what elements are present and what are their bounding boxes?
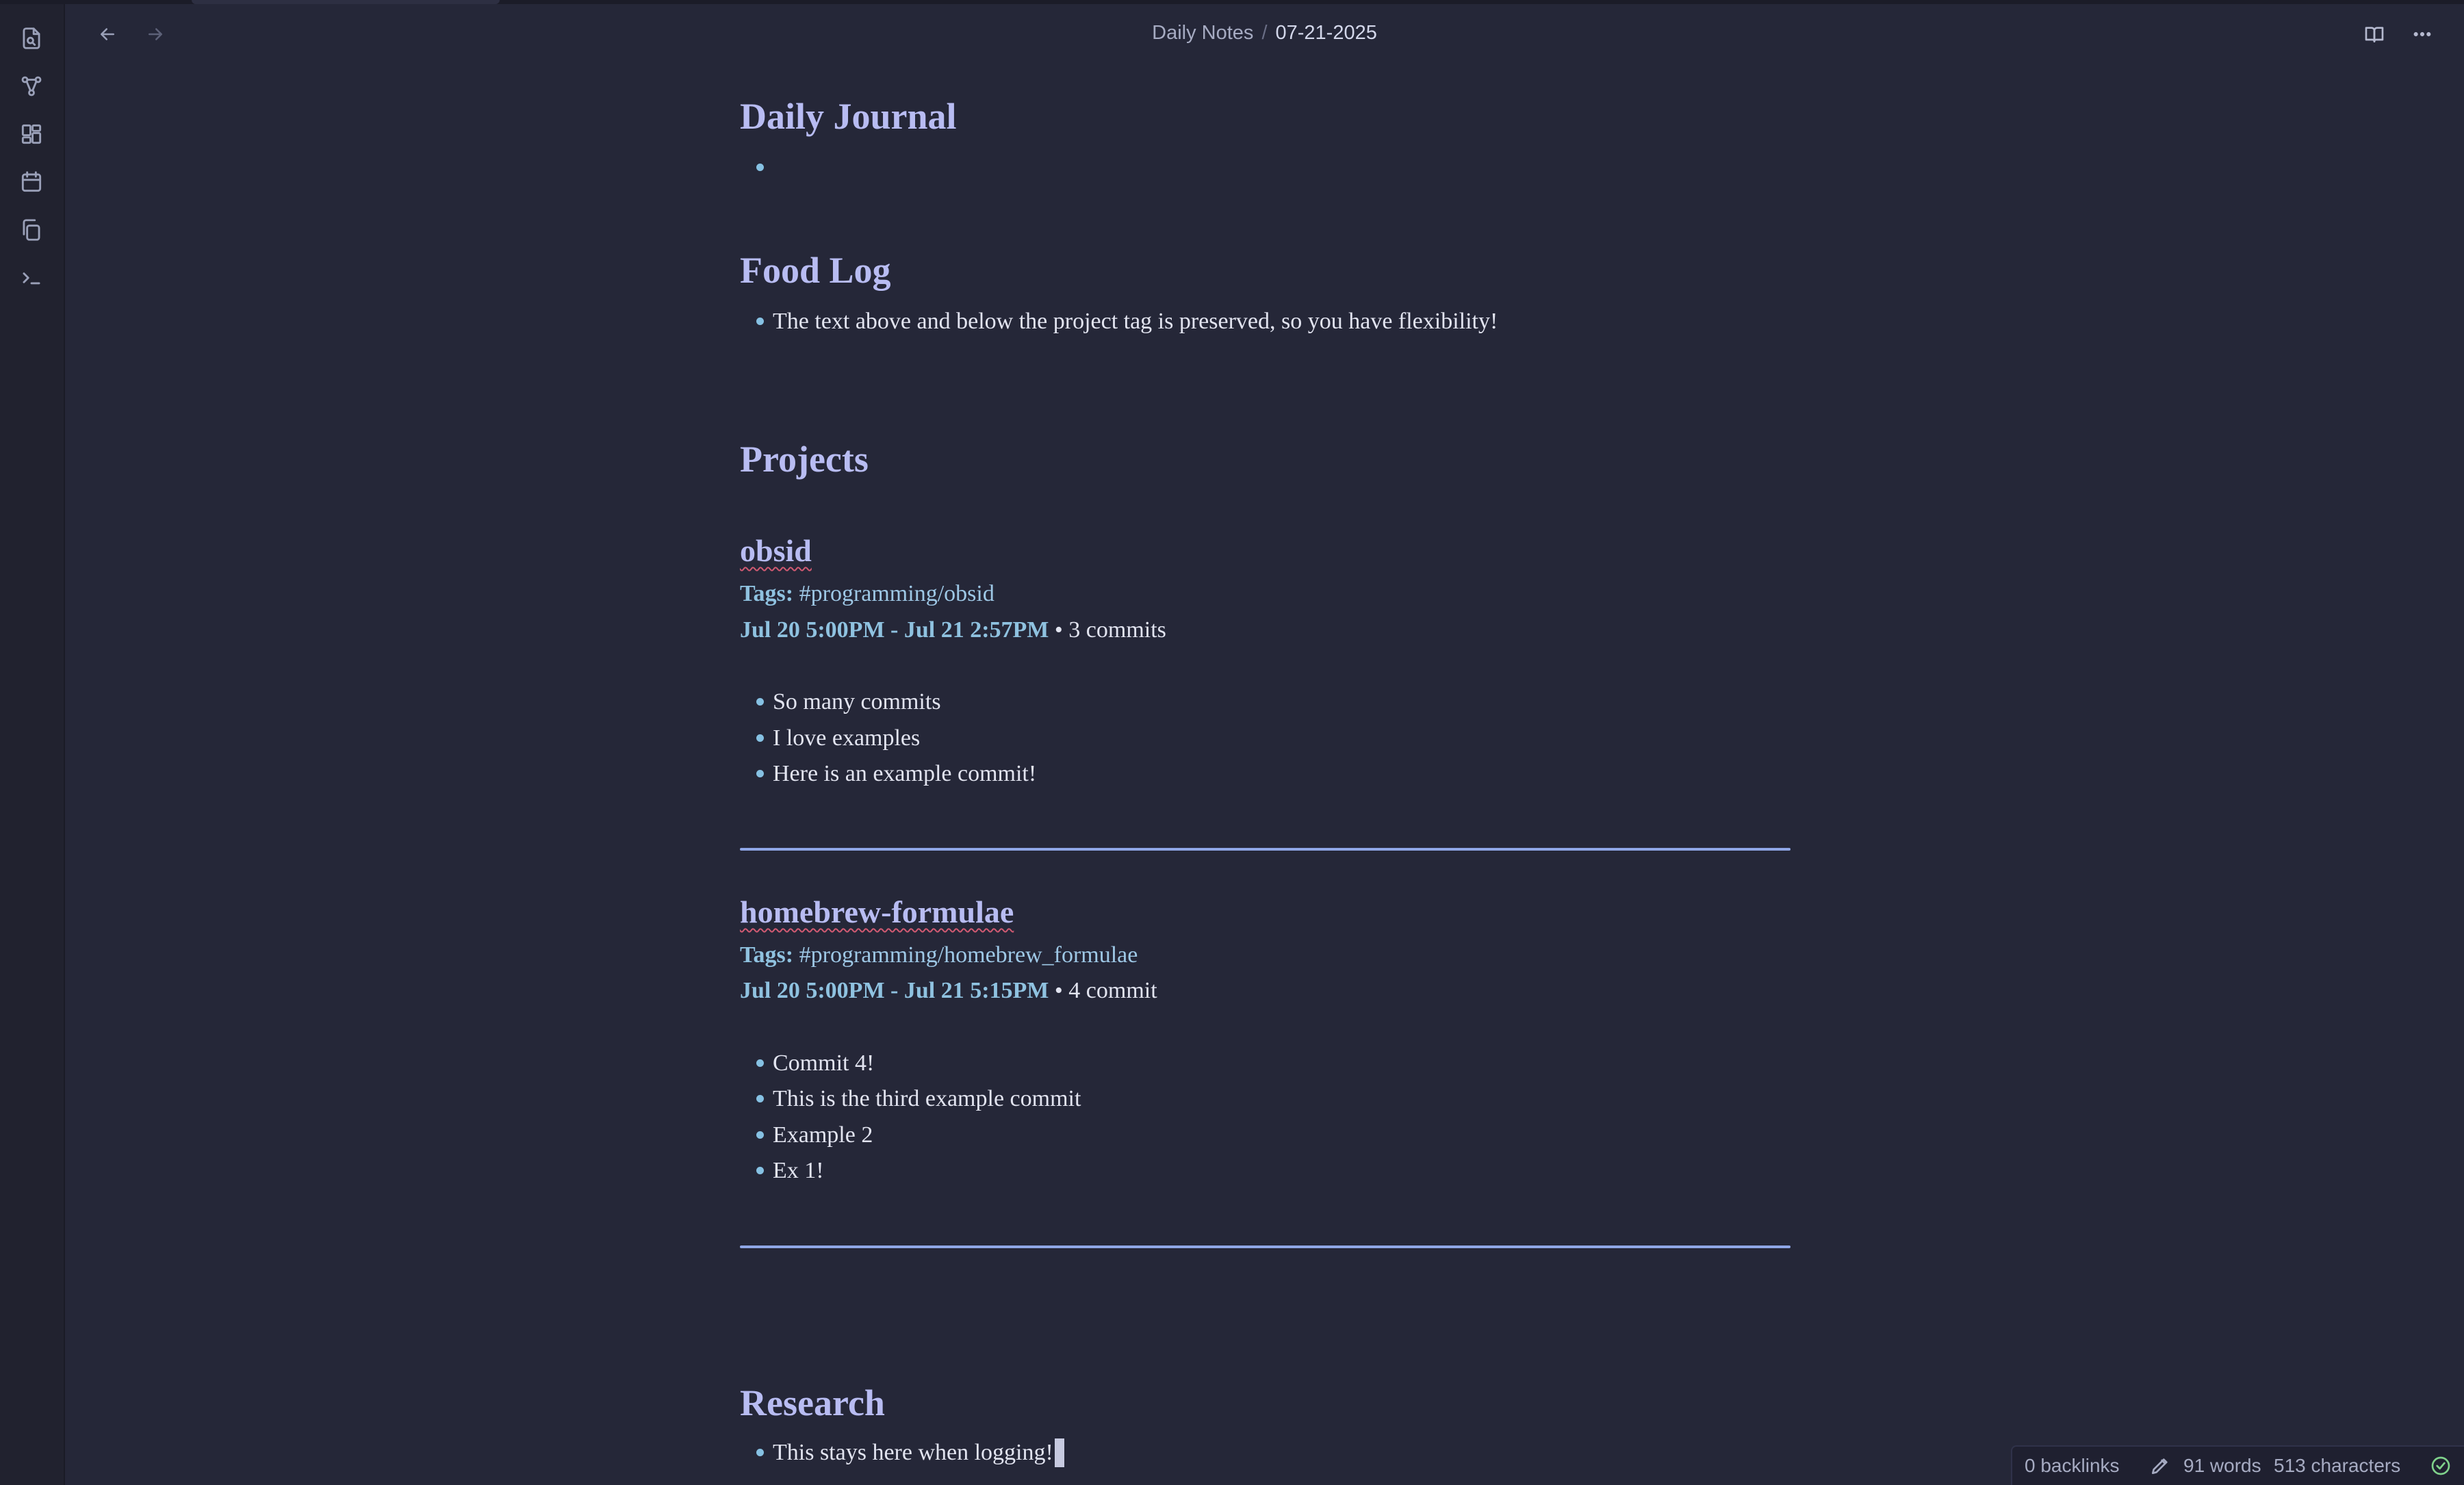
more-options-icon[interactable] bbox=[2407, 19, 2437, 49]
bullet-dot bbox=[756, 1059, 764, 1067]
character-count: 513 characters bbox=[2274, 1455, 2401, 1476]
list-item[interactable]: This is the third example commit bbox=[756, 1086, 1081, 1112]
open-file-icon[interactable] bbox=[15, 22, 48, 55]
tags-label: Tags: bbox=[740, 581, 794, 606]
list-item[interactable]: Ex 1! bbox=[756, 1158, 824, 1184]
bullet-dot bbox=[756, 1131, 764, 1139]
date-range: Jul 20 5:00PM - Jul 21 2:57PM bbox=[740, 617, 1049, 643]
status-bar bbox=[2011, 1445, 2464, 1485]
commit-count: • 4 commit bbox=[1054, 978, 1157, 1003]
bullet-dot bbox=[756, 698, 764, 706]
ribbon bbox=[0, 4, 65, 1485]
heading-food-log: Food Log bbox=[740, 250, 891, 291]
bullet-dot bbox=[756, 770, 764, 777]
list-item[interactable]: Here is an example commit! bbox=[756, 761, 1036, 787]
bullet-dot bbox=[756, 734, 764, 742]
view-header bbox=[65, 4, 2464, 64]
bullet-dot bbox=[756, 1095, 764, 1102]
bullet-dot bbox=[756, 318, 764, 325]
list-item[interactable]: Example 2 bbox=[756, 1122, 873, 1148]
tags-label: Tags: bbox=[740, 942, 794, 968]
date-range: Jul 20 5:00PM - Jul 21 5:15PM bbox=[740, 978, 1049, 1003]
project-title-homebrew-formulae: homebrew-formulae bbox=[740, 894, 1014, 929]
canvas-icon[interactable] bbox=[15, 118, 48, 151]
project-tags bbox=[740, 581, 994, 607]
heading-projects: Projects bbox=[740, 439, 869, 480]
terminal-icon[interactable] bbox=[15, 261, 48, 294]
horizontal-rule bbox=[740, 1245, 1791, 1248]
project-dates bbox=[740, 978, 1157, 1004]
sync-status-icon[interactable] bbox=[2430, 1455, 2452, 1477]
heading-research: Research bbox=[740, 1382, 885, 1423]
breadcrumb-separator: / bbox=[1261, 22, 1268, 44]
horizontal-rule bbox=[740, 848, 1791, 851]
list-item[interactable]: I love examples bbox=[756, 725, 920, 751]
breadcrumb bbox=[65, 22, 2464, 44]
edit-pencil-icon[interactable] bbox=[2149, 1455, 2171, 1477]
bullet-dot bbox=[756, 164, 764, 171]
heading-daily-journal: Daily Journal bbox=[740, 96, 957, 137]
backlinks-count[interactable]: 0 backlinks bbox=[2025, 1455, 2120, 1476]
breadcrumb-parent[interactable]: Daily Notes bbox=[1152, 22, 1254, 44]
bullet-dot bbox=[756, 1167, 764, 1174]
tag-link[interactable]: #programming/obsid bbox=[799, 581, 994, 606]
list-item[interactable] bbox=[756, 155, 773, 181]
list-item[interactable]: Commit 4! bbox=[756, 1050, 874, 1076]
text-cursor bbox=[1055, 1438, 1064, 1467]
reading-view-icon[interactable] bbox=[2359, 19, 2389, 49]
word-count: 91 words bbox=[2183, 1455, 2261, 1476]
project-dates bbox=[740, 617, 1166, 643]
calendar-icon[interactable] bbox=[15, 166, 48, 198]
bullet-dot bbox=[756, 1449, 764, 1456]
list-item[interactable]: This stays here when logging! bbox=[756, 1440, 1064, 1469]
copy-icon[interactable] bbox=[15, 214, 48, 246]
graph-view-icon[interactable] bbox=[15, 70, 48, 103]
list-item[interactable]: So many commits bbox=[756, 689, 941, 715]
tag-link[interactable]: #programming/homebrew_formulae bbox=[799, 942, 1138, 968]
commit-count: • 3 commits bbox=[1054, 617, 1166, 643]
list-item[interactable]: The text above and below the project tag is preserved, so you have flexibility! bbox=[756, 309, 1498, 335]
project-title-obsid: obsid bbox=[740, 533, 812, 568]
breadcrumb-current[interactable]: 07-21-2025 bbox=[1275, 22, 1377, 44]
project-tags bbox=[740, 942, 1138, 968]
